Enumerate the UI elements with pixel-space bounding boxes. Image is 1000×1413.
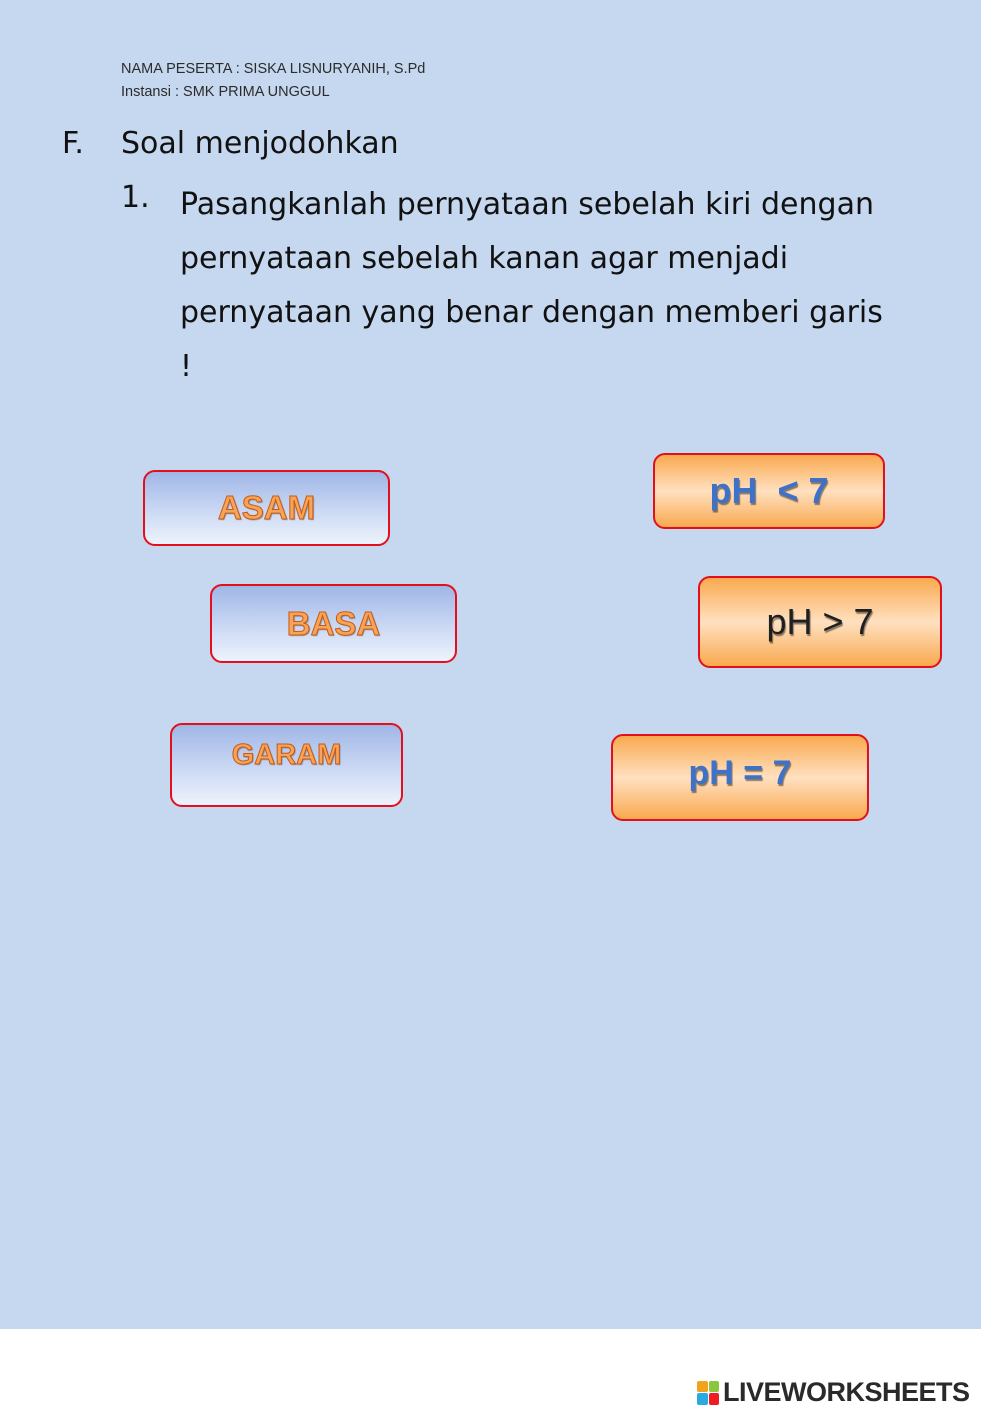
question-text: Pasangkanlah pernyataan sebelah kiri dengan pernyataan sebelah kanan agar menjadi pernyataan yang benar dengan memberi garis !: [180, 187, 883, 384]
match-left-basa[interactable]: [210, 584, 457, 663]
match-left-label: BASA: [286, 604, 381, 642]
match-left-label: GARAM: [231, 739, 342, 771]
match-left-label: ASAM: [217, 489, 316, 526]
brand-name: LIVEWORKSHEETS: [723, 1377, 970, 1407]
match-right-label: pH < 7: [709, 470, 829, 511]
match-right-label: pH = 7: [688, 754, 792, 792]
match-right-ph-equal-7[interactable]: [611, 734, 869, 821]
section-letter: F.: [62, 126, 84, 161]
institution-name: Instansi : SMK PRIMA UNGGUL: [121, 84, 330, 100]
section-title: Soal menjodohkan: [121, 126, 399, 161]
participant-name: NAMA PESERTA : SISKA LISNURYANIH, S.Pd: [121, 61, 426, 77]
match-left-garam[interactable]: [170, 723, 403, 807]
match-left-asam[interactable]: [143, 470, 390, 546]
liveworksheets-logo[interactable]: [697, 1377, 970, 1408]
match-right-ph-greater-than-7[interactable]: [698, 576, 942, 668]
match-right-label: pH > 7: [766, 601, 874, 642]
match-right-ph-less-than-7[interactable]: [653, 453, 885, 529]
question-number: 1.: [121, 180, 150, 215]
liveworksheets-logo-icon: [697, 1381, 719, 1405]
